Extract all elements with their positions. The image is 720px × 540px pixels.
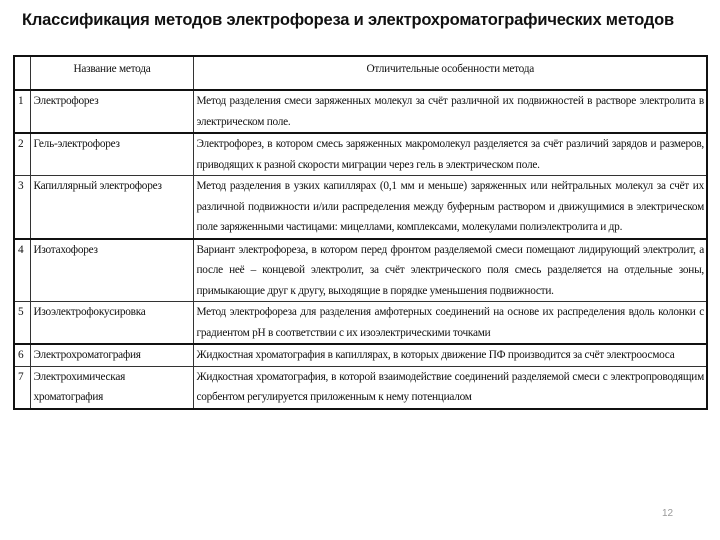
method-name: Электрофорез xyxy=(30,90,193,133)
method-name: Изотахофорез xyxy=(30,239,193,302)
table-row xyxy=(14,344,707,366)
method-name: Электрохроматография xyxy=(30,344,193,366)
method-description: Вариант электрофореза, в котором перед фронтом разделяемой смеси помещают лидирующий электролит, а после неё – концевой электролит, за счёт электрического поля смесь разделяется на отдельные зоны, примыкающие друг к другу, выходящие в порядке уменьшения подвижности. xyxy=(193,239,707,302)
method-name: Гель-электрофорез xyxy=(30,133,193,176)
method-name: Электрохимическая хроматография xyxy=(30,366,193,409)
method-description: Жидкостная хроматография, в которой взаимодействие соединений разделяемой смеси с электропроводящим сорбентом регулируется приложенным к нему потенциалом xyxy=(193,366,707,409)
header-number xyxy=(14,56,30,90)
method-description: Метод разделения в узких капиллярах (0,1 мм и меньше) заряженных или нейтральных молекул за счёт их различной подвижности и/или распределения между буферным раствором и движущимися в электрическом поле заряженными частицами: мицеллами, комплексами, молекулами полиэлектролита и др. xyxy=(193,176,707,239)
table-row xyxy=(14,302,707,345)
table-row xyxy=(14,133,707,176)
row-number: 3 xyxy=(14,176,30,239)
page-number: 12 xyxy=(662,508,674,519)
table-header-row xyxy=(14,56,707,90)
method-name: Изоэлектрофокусировка xyxy=(30,302,193,345)
methods-table xyxy=(13,55,708,410)
method-description: Электрофорез, в котором смесь заряженных макромолекул разделяется за счёт различий зарядов и размеров, приводящих к разной скорости миграции через гель в электрическом поле. xyxy=(193,133,707,176)
table-row xyxy=(14,90,707,133)
method-description: Метод электрофореза для разделения амфотерных соединений на основе их распределения вдоль колонки с градиентом pH в соответствии с их изоэлектрическими точками xyxy=(193,302,707,345)
table-row xyxy=(14,176,707,239)
method-description: Метод разделения смеси заряженных молекул за счёт различной их подвижностей в растворе электролита в электрическом поле. xyxy=(193,90,707,133)
row-number: 2 xyxy=(14,133,30,176)
header-method-name: Название метода xyxy=(30,56,193,90)
table-row xyxy=(14,366,707,409)
header-features: Отличительные особенности метода xyxy=(193,56,707,90)
row-number: 1 xyxy=(14,90,30,133)
row-number: 5 xyxy=(14,302,30,345)
row-number: 7 xyxy=(14,366,30,409)
row-number: 4 xyxy=(14,239,30,302)
slide-title: Классификация методов электрофореза и электрохроматографических методов xyxy=(22,11,674,29)
method-name: Капиллярный электрофорез xyxy=(30,176,193,239)
row-number: 6 xyxy=(14,344,30,366)
method-description: Жидкостная хроматография в капиллярах, в которых движение ПФ производится за счёт электроосмоса xyxy=(193,344,707,366)
table-row xyxy=(14,239,707,302)
